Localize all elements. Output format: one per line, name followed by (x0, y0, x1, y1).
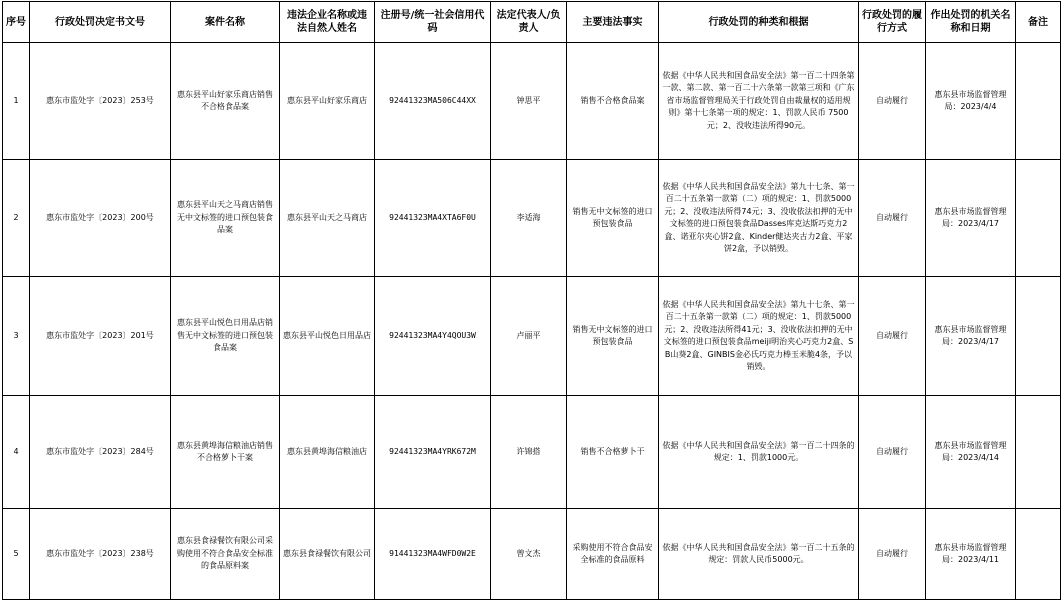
header-doc-no: 行政处罚决定书文号 (30, 2, 171, 43)
table-row (3, 277, 1061, 396)
cell-doc-no: 惠东市监处字〔2023〕284号 (30, 396, 171, 509)
cell-case-name: 惠东县平山悦色日用品店销售无中文标签的进口预包装食品案 (171, 277, 280, 396)
cell-case-name: 惠东县黄埠海信粮油店销售不合格萝卜干案 (171, 396, 280, 509)
cell-seq: 2 (3, 160, 30, 277)
cell-doc-no: 惠东市监处字〔2023〕253号 (30, 43, 171, 160)
cell-note (1016, 396, 1061, 509)
cell-org: 惠东县市场监督管理局：2023/4/11 (926, 509, 1016, 600)
cell-facts: 销售无中文标签的进口预包装食品 (567, 277, 659, 396)
cell-party: 惠东县平山天之马商店 (280, 160, 375, 277)
cell-case-name: 惠东县食禄餐饮有限公司采购使用不符合食品安全标准的食品原料案 (171, 509, 280, 600)
cell-party: 惠东县平山好家乐商店 (280, 43, 375, 160)
header-mode: 行政处罚的履行方式 (859, 2, 926, 43)
cell-note (1016, 160, 1061, 277)
cell-mode: 自动履行 (859, 277, 926, 396)
cell-facts: 销售不合格食品案 (567, 43, 659, 160)
header-facts: 主要违法事实 (567, 2, 659, 43)
cell-rep: 曾文杰 (491, 509, 567, 600)
cell-note (1016, 277, 1061, 396)
table-row (3, 509, 1061, 600)
header-row (3, 2, 1061, 43)
header-rep: 法定代表人/负责人 (491, 2, 567, 43)
header-seq: 序号 (3, 2, 30, 43)
cell-penalty: 依据《中华人民共和国食品安全法》第一百二十四条第一款、第二款、第一百二十六条第一款第三项和《广东省市场监督管理局关于行政处罚自由裁量权的适用规则》第十七条第一项的规定：1、罚款人民币 7500 元；2、没收违法所得90元。 (659, 43, 859, 160)
penalty-table (2, 1, 1061, 600)
cell-seq: 4 (3, 396, 30, 509)
cell-party: 惠东县黄埠海信粮油店 (280, 396, 375, 509)
table-row (3, 160, 1061, 277)
cell-penalty: 依据《中华人民共和国食品安全法》第一百二十四条的规定：1、罚款1000元。 (659, 396, 859, 509)
cell-doc-no: 惠东市监处字〔2023〕238号 (30, 509, 171, 600)
cell-org: 惠东县市场监督管理局：2023/4/14 (926, 396, 1016, 509)
cell-rep: 李适海 (491, 160, 567, 277)
cell-rep: 卢丽平 (491, 277, 567, 396)
header-note: 备注 (1016, 2, 1061, 43)
cell-reg-no: 92441323MA506C44XX (375, 43, 491, 160)
table-row (3, 43, 1061, 160)
cell-org: 惠东县市场监督管理局：2023/4/17 (926, 277, 1016, 396)
cell-case-name: 惠东县平山好家乐商店销售不合格食品案 (171, 43, 280, 160)
cell-note (1016, 43, 1061, 160)
cell-party: 惠东县食禄餐饮有限公司 (280, 509, 375, 600)
header-org: 作出处罚的机关名称和日期 (926, 2, 1016, 43)
cell-doc-no: 惠东市监处字〔2023〕201号 (30, 277, 171, 396)
header-penalty: 行政处罚的种类和根据 (659, 2, 859, 43)
cell-mode: 自动履行 (859, 396, 926, 509)
cell-note (1016, 509, 1061, 600)
cell-facts: 销售不合格萝卜干 (567, 396, 659, 509)
cell-mode: 自动履行 (859, 509, 926, 600)
cell-seq: 3 (3, 277, 30, 396)
cell-doc-no: 惠东市监处字〔2023〕200号 (30, 160, 171, 277)
header-case-name: 案件名称 (171, 2, 280, 43)
cell-rep: 许锦搭 (491, 396, 567, 509)
cell-org: 惠东县市场监督管理局：2023/4/4 (926, 43, 1016, 160)
header-reg-no: 注册号/统一社会信用代码 (375, 2, 491, 43)
cell-penalty: 依据《中华人民共和国食品安全法》第一百二十五条的规定：罚款人民币5000元。 (659, 509, 859, 600)
cell-reg-no: 92441323MA4XTA6F0U (375, 160, 491, 277)
header-party: 违法企业名称或违法自然人姓名 (280, 2, 375, 43)
cell-facts: 销售无中文标签的进口预包装食品 (567, 160, 659, 277)
table-row (3, 396, 1061, 509)
cell-rep: 钟思平 (491, 43, 567, 160)
cell-penalty: 依据《中华人民共和国食品安全法》第九十七条、第一百二十五条第一款第（二）项的规定：1、罚款5000元；2、没收违法所得74元；3、没收依法扣押的无中文标签的进口预包装食品Dasses库克达斯巧克力2盒、诺亚尔夹心饼2盒、Kinder健达夹古力2盒、平家饼2盒，予以销毁。 (659, 160, 859, 277)
cell-mode: 自动履行 (859, 43, 926, 160)
cell-reg-no: 91441323MA4WFD0W2E (375, 509, 491, 600)
cell-reg-no: 92441323MA4YRK672M (375, 396, 491, 509)
cell-seq: 5 (3, 509, 30, 600)
cell-seq: 1 (3, 43, 30, 160)
cell-org: 惠东县市场监督管理局：2023/4/17 (926, 160, 1016, 277)
cell-facts: 采购使用不符合食品安全标准的食品原料 (567, 509, 659, 600)
cell-mode: 自动履行 (859, 160, 926, 277)
cell-party: 惠东县平山悦色日用品店 (280, 277, 375, 396)
cell-case-name: 惠东县平山天之马商店销售无中文标签的进口预包装食品案 (171, 160, 280, 277)
cell-penalty: 依据《中华人民共和国食品安全法》第九十七条、第一百二十五条第一款第（二）项的规定：1、罚款5000元；2、没收违法所得41元；3、没收依法扣押的无中文标签的进口预包装食品meiji明治夹心巧克力2盒、SB山葵2盒、GINBIS金必氏巧克力棒玉米脆4条，予以销毁。 (659, 277, 859, 396)
cell-reg-no: 92441323MA4Y4QOU3W (375, 277, 491, 396)
